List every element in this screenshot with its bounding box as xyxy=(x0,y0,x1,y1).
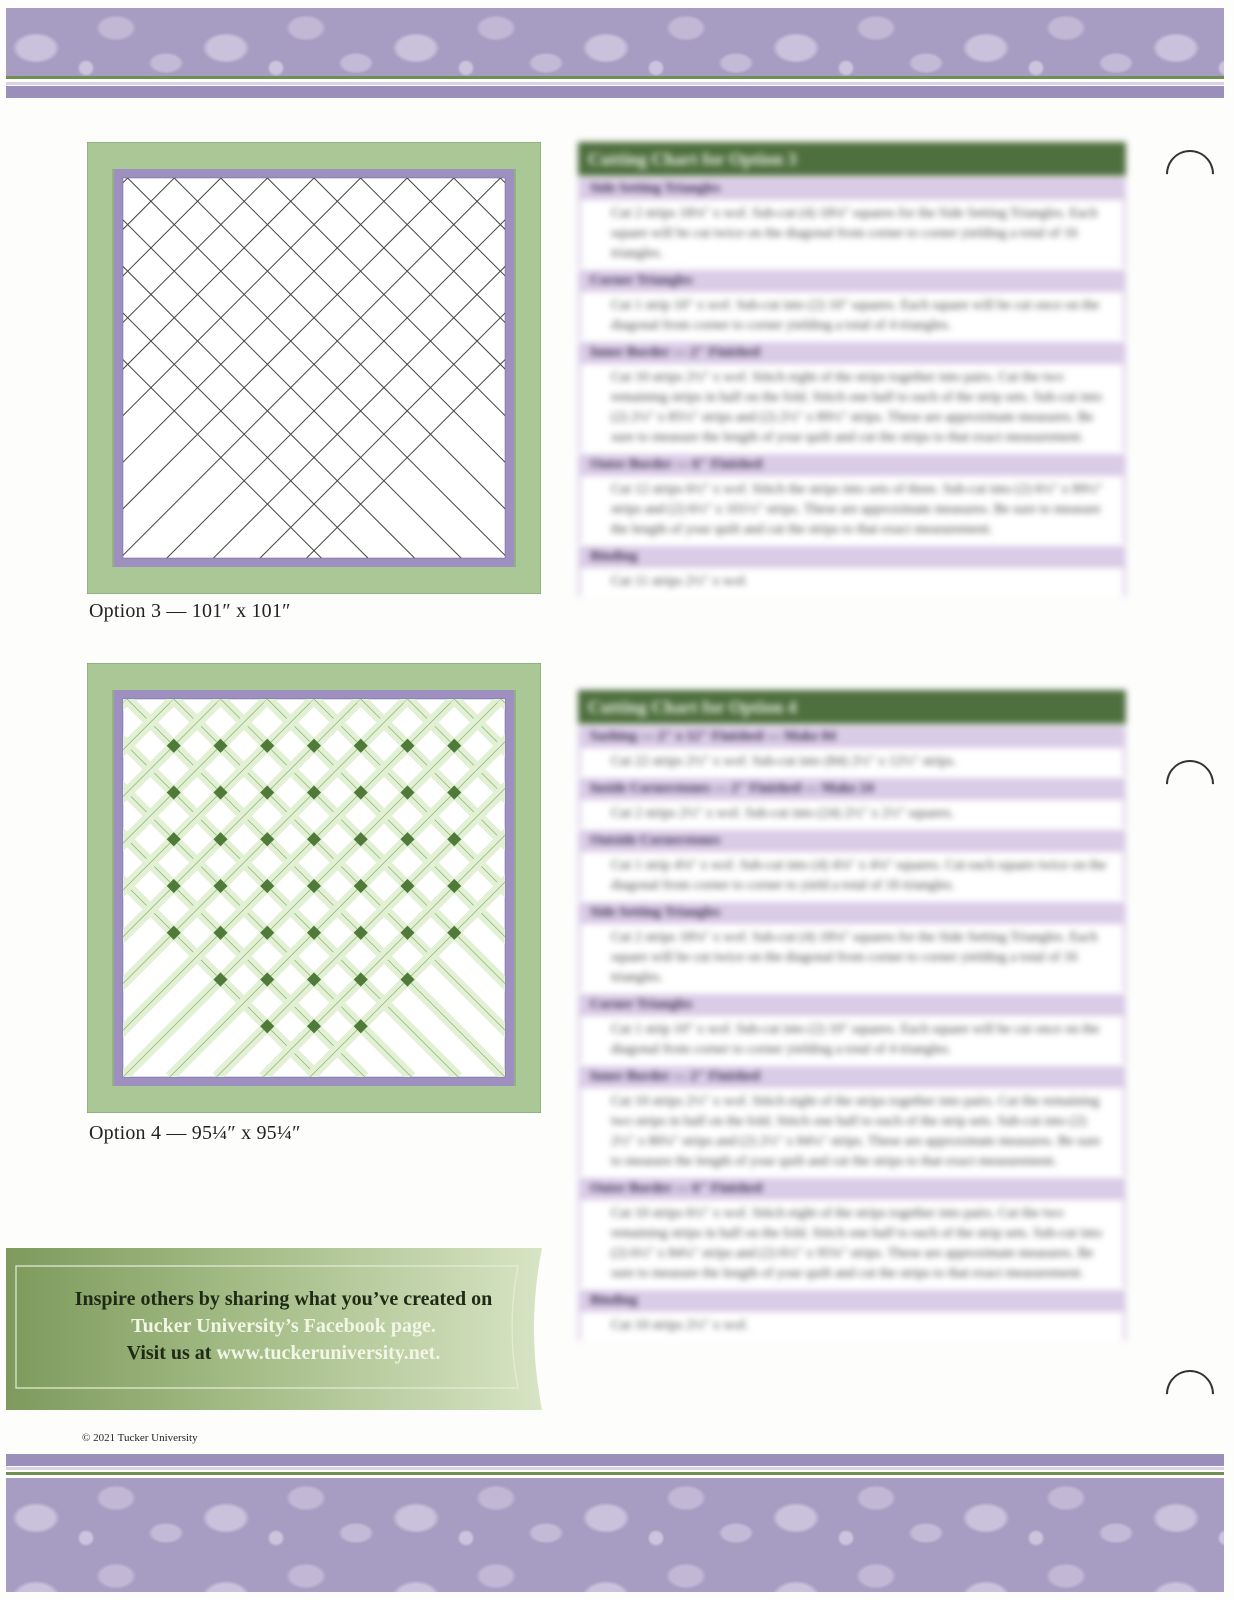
chart-section-heading: Corner Triangles xyxy=(578,992,1126,1016)
chart-title: Cutting Chart for Option 4 xyxy=(578,690,1126,724)
banner-facebook-link[interactable]: Tucker University’s Facebook page. xyxy=(131,1315,436,1337)
binder-hole-bottom xyxy=(1156,1360,1224,1428)
chart-section-heading: Corner Triangles xyxy=(578,268,1126,292)
chart-section-text: Cut 10 strips 6½″ x wof. Stitch eight of the strips together into pairs. Cut the two remaining strips in half on the fold. Stitch one half to each of the strip sets. Sub-cut into (2) 6½″ x 84¼″ strips and (2) 6½″ x 95¾″ strips. These are approximate measures. Be sure to measure the length of your quilt and cut the strips to that exact measurement. xyxy=(578,1200,1126,1288)
top-purple-rule xyxy=(6,86,1224,98)
chart-section-text: Cut 2 strips 2½″ x wof. Sub-cut into (24) 2½″ x 2½″ squares. xyxy=(578,800,1126,828)
chart-section-heading: Outer Border — 6″ Finished xyxy=(578,452,1126,476)
binder-hole-middle xyxy=(1156,750,1224,818)
option-4-caption: Option 4 — 95¼″ x 95¼″ xyxy=(89,1122,301,1144)
chart-section-text: Cut 12 strips 6½″ x wof. Stitch the strips into sets of three. Sub-cut into (2) 6½″ x 89½″ strips and (2) 6½″ x 101½″ strips. These are approximate measures. Be sure to measure the length of your quilt and cut the strips to that exact measurement. xyxy=(578,476,1126,544)
cutting-chart-option-4 xyxy=(578,690,1126,1340)
chart-section-heading: Binding xyxy=(578,1288,1126,1312)
chart-section-heading: Side Setting Triangles xyxy=(578,176,1126,200)
banner-website-link[interactable]: www.tuckeruniversity.net. xyxy=(216,1342,441,1364)
bottom-green-rule xyxy=(6,1472,1224,1475)
bottom-purple-rule xyxy=(6,1454,1224,1466)
chart-section-text: Cut 1 strip 10″ x wof. Sub-cut into (2) 10″ squares. Each square will be cut once on the diagonal from corner to corner yielding a total of 4 triangles. xyxy=(578,292,1126,340)
chart-section-heading: Inside Cornerstones — 2″ Finished — Make 24 xyxy=(578,776,1126,800)
chart-section-heading: Inner Border — 2″ Finished xyxy=(578,1064,1126,1088)
chart-section-text: Cut 22 strips 2½″ x wof. Sub-cut into (84) 2½″ x 12½″ strips. xyxy=(578,748,1126,776)
chart-section-heading: Outer Border — 6″ Finished xyxy=(578,1176,1126,1200)
top-light-rule xyxy=(6,82,1224,85)
chart-section-text: Cut 1 strip 10″ x wof. Sub-cut into (2) 10″ squares. Each square will be cut once on the diagonal from corner to corner yielding a total of 4 triangles. xyxy=(578,1016,1126,1064)
bottom-light-rule xyxy=(6,1467,1224,1470)
top-green-rule xyxy=(6,76,1224,79)
chart-section-heading: Binding xyxy=(578,544,1126,568)
banner-message xyxy=(6,1286,561,1367)
top-floral-band xyxy=(6,8,1224,76)
chart-section-text: Cut 11 strips 2½″ x wof. xyxy=(578,568,1126,596)
chart-title: Cutting Chart for Option 3 xyxy=(578,142,1126,176)
chart-section-text: Cut 10 strips 2½″ x wof. xyxy=(578,1312,1126,1340)
banner-line-1: Inspire others by sharing what you’ve created on xyxy=(74,1288,493,1310)
chart-section-text: Cut 2 strips 18⅛″ x wof. Sub-cut (4) 18⅛″ squares for the Side Setting Triangles. Each square will be cut twice on the diagonal from corner to corner yielding a total of 16 triangles. xyxy=(578,200,1126,268)
binder-hole-top xyxy=(1156,140,1224,208)
chart-section-text: Cut 2 strips 18⅛″ x wof. Sub-cut (4) 18⅛″ squares for the Side Setting Triangles. Each square will be cut twice on the diagonal from corner to corner yielding a total of 16 triangles. xyxy=(578,924,1126,992)
chart-section-heading: Outside Cornerstones xyxy=(578,828,1126,852)
bottom-floral-band xyxy=(6,1478,1224,1592)
chart-section-text: Cut 10 strips 2½″ x wof. Stitch eight of the strips together into pairs. Cut the remaining two strips in half on the fold. Stitch one half to each of the strip sets. Sub-cut into (2) 2½″ x 80¼″ strips and (2) 2½″ x 84¼″ strips. These are approximate measures. Be sure to measure the length of your quilt and cut the strips to that exact measurement. xyxy=(578,1088,1126,1176)
quilt-diagram-option-3 xyxy=(87,142,541,594)
facebook-share-banner xyxy=(6,1248,546,1410)
chart-section-heading: Sashing — 2″ x 12″ Finished — Make 84 xyxy=(578,724,1126,748)
quilt-diagram-option-4 xyxy=(87,663,541,1113)
chart-section-text: Cut 10 strips 2½″ x wof. Stitch eight of the strips together into pairs. Cut the two remaining strips in half on the fold. Stitch one half to each of the strip sets. Sub-cut into (2) 2½″ x 85½″ strips and (2) 2½″ x 89½″ strips. These are approximate measures. Be sure to measure the length of your quilt and cut the strips to that exact measurement. xyxy=(578,364,1126,452)
copyright-notice: © 2021 Tucker University xyxy=(82,1432,198,1444)
banner-line-3-prefix: Visit us at xyxy=(126,1342,217,1364)
chart-section-text: Cut 1 strip 4⅛″ x wof. Sub-cut into (4) 4⅛″ x 4⅛″ squares. Cut each square twice on the diagonal from corner to corner to yield a total of 16 triangles. xyxy=(578,852,1126,900)
chart-section-heading: Inner Border — 2″ Finished xyxy=(578,340,1126,364)
cutting-chart-option-3 xyxy=(578,142,1126,596)
option-3-caption: Option 3 — 101″ x 101″ xyxy=(89,600,291,622)
chart-section-heading: Side Setting Triangles xyxy=(578,900,1126,924)
